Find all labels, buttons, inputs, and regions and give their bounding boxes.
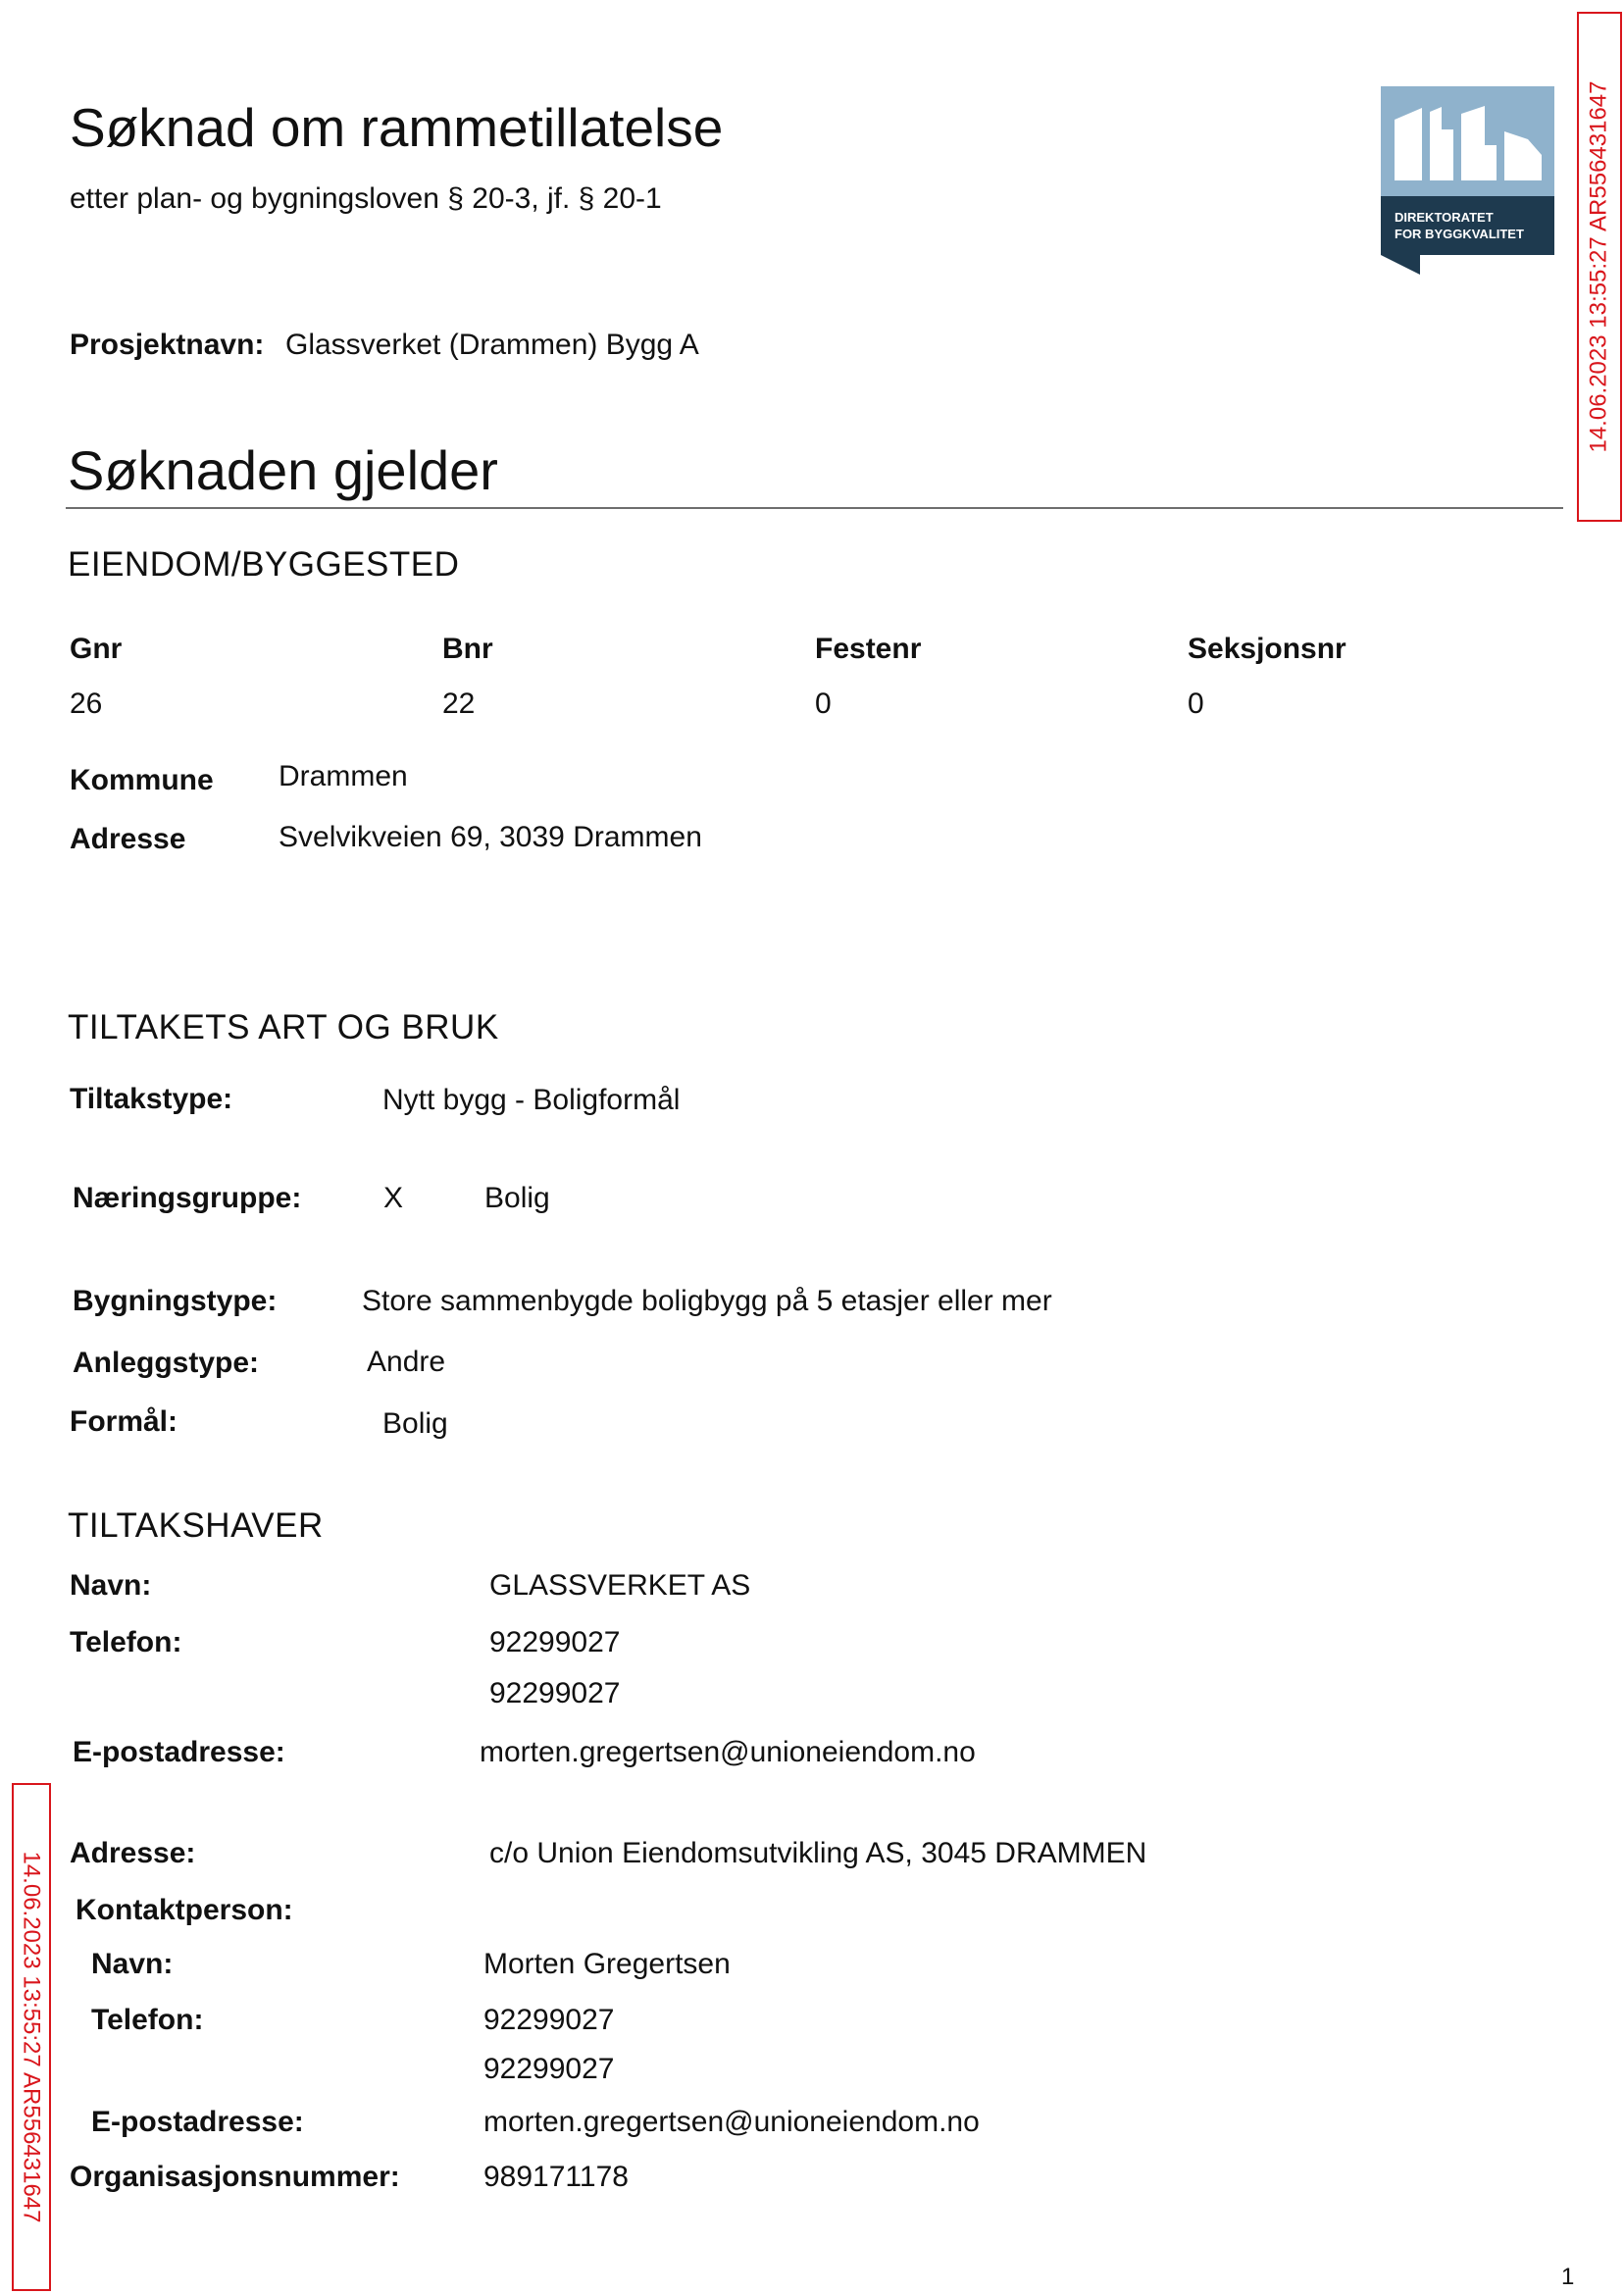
formal-value: Bolig bbox=[382, 1407, 448, 1440]
naeringsgruppe-value: Bolig bbox=[484, 1182, 550, 1214]
logo-line1: DIREKTORATET bbox=[1395, 210, 1494, 225]
naeringsgruppe-label: Næringsgruppe: bbox=[73, 1182, 302, 1214]
section-heading-tiltak: TILTAKETS ART OG BRUK bbox=[68, 1008, 499, 1046]
project-label: Prosjektnavn: bbox=[70, 329, 265, 361]
tiltakshaver-adresse-value: c/o Union Eiendomsutvikling AS, 3045 DRAMMEN bbox=[489, 1837, 1147, 1869]
page-number: 1 bbox=[1561, 2264, 1575, 2290]
kontaktperson-epost-value: morten.gregertsen@unioneiendom.no bbox=[483, 2106, 980, 2138]
timestamp-stamp-bottom bbox=[12, 1783, 51, 2291]
adresse-value: Svelvikveien 69, 3039 Drammen bbox=[279, 821, 702, 853]
tiltakstype-value: Nytt bygg - Boligformål bbox=[382, 1084, 681, 1116]
bygningstype-value: Store sammenbygde boligbygg på 5 etasjer eller mer bbox=[362, 1285, 1052, 1317]
project-value: Glassverket (Drammen) Bygg A bbox=[285, 329, 699, 361]
value-seksjonsnr: 0 bbox=[1188, 688, 1204, 720]
kontaktperson-epost-label: E-postadresse: bbox=[91, 2106, 304, 2138]
kontaktperson-telefon-2: 92299027 bbox=[483, 2053, 615, 2085]
main-heading: Søknaden gjelder bbox=[68, 439, 498, 501]
value-festenr: 0 bbox=[815, 688, 832, 720]
formal-label: Formål: bbox=[70, 1405, 178, 1438]
col-header-gnr: Gnr bbox=[70, 633, 123, 665]
timestamp-stamp-top-text: 14.06.2023 13:55:27 AR556431647 bbox=[1586, 80, 1612, 453]
kommune-value: Drammen bbox=[279, 760, 408, 792]
timestamp-stamp-bottom-text: 14.06.2023 13:55:27 AR556431647 bbox=[19, 1851, 45, 2223]
kontaktperson-label: Kontaktperson: bbox=[76, 1894, 293, 1926]
kommune-label: Kommune bbox=[70, 764, 214, 796]
timestamp-stamp-top bbox=[1577, 12, 1622, 522]
tiltakshaver-telefon-1: 92299027 bbox=[489, 1626, 621, 1658]
tiltakshaver-epost-value: morten.gregertsen@unioneiendom.no bbox=[480, 1736, 976, 1768]
tiltakshaver-epost-label: E-postadresse: bbox=[73, 1736, 285, 1768]
kontaktperson-navn-label: Navn: bbox=[91, 1948, 174, 1980]
tiltakshaver-navn-label: Navn: bbox=[70, 1569, 152, 1602]
document-title: Søknad om rammetillatelse bbox=[70, 97, 724, 158]
value-bnr: 22 bbox=[442, 688, 476, 720]
organisasjonsnummer-value: 989171178 bbox=[483, 2161, 629, 2193]
kontaktperson-navn-value: Morten Gregertsen bbox=[483, 1948, 731, 1980]
adresse-label: Adresse bbox=[70, 823, 186, 855]
heading-divider bbox=[66, 507, 1563, 509]
kontaktperson-telefon-1: 92299027 bbox=[483, 2004, 615, 2036]
anleggstype-value: Andre bbox=[367, 1346, 446, 1378]
naeringsgruppe-code: X bbox=[383, 1182, 404, 1214]
section-heading-tiltakshaver: TILTAKSHAVER bbox=[68, 1506, 324, 1545]
col-header-festenr: Festenr bbox=[815, 633, 922, 665]
col-header-seksjonsnr: Seksjonsnr bbox=[1188, 633, 1346, 665]
logo-line2: FOR BYGGKVALITET bbox=[1395, 227, 1524, 241]
document-subtitle: etter plan- og bygningsloven § 20-3, jf. § 20-1 bbox=[70, 182, 662, 215]
section-heading-property: EIENDOM/BYGGESTED bbox=[68, 545, 460, 584]
anleggstype-label: Anleggstype: bbox=[73, 1347, 260, 1379]
tiltakshaver-adresse-label: Adresse: bbox=[70, 1837, 196, 1869]
organisasjonsnummer-label: Organisasjonsnummer: bbox=[70, 2161, 400, 2193]
tiltakshaver-navn-value: GLASSVERKET AS bbox=[489, 1569, 751, 1602]
kontaktperson-telefon-label: Telefon: bbox=[91, 2004, 204, 2036]
bygningstype-label: Bygningstype: bbox=[73, 1285, 278, 1317]
tiltakshaver-telefon-label: Telefon: bbox=[70, 1626, 182, 1658]
dibk-logo bbox=[1381, 86, 1554, 275]
value-gnr: 26 bbox=[70, 688, 103, 720]
tiltakstype-label: Tiltakstype: bbox=[70, 1083, 233, 1115]
col-header-bnr: Bnr bbox=[442, 633, 493, 665]
tiltakshaver-telefon-2: 92299027 bbox=[489, 1677, 621, 1709]
